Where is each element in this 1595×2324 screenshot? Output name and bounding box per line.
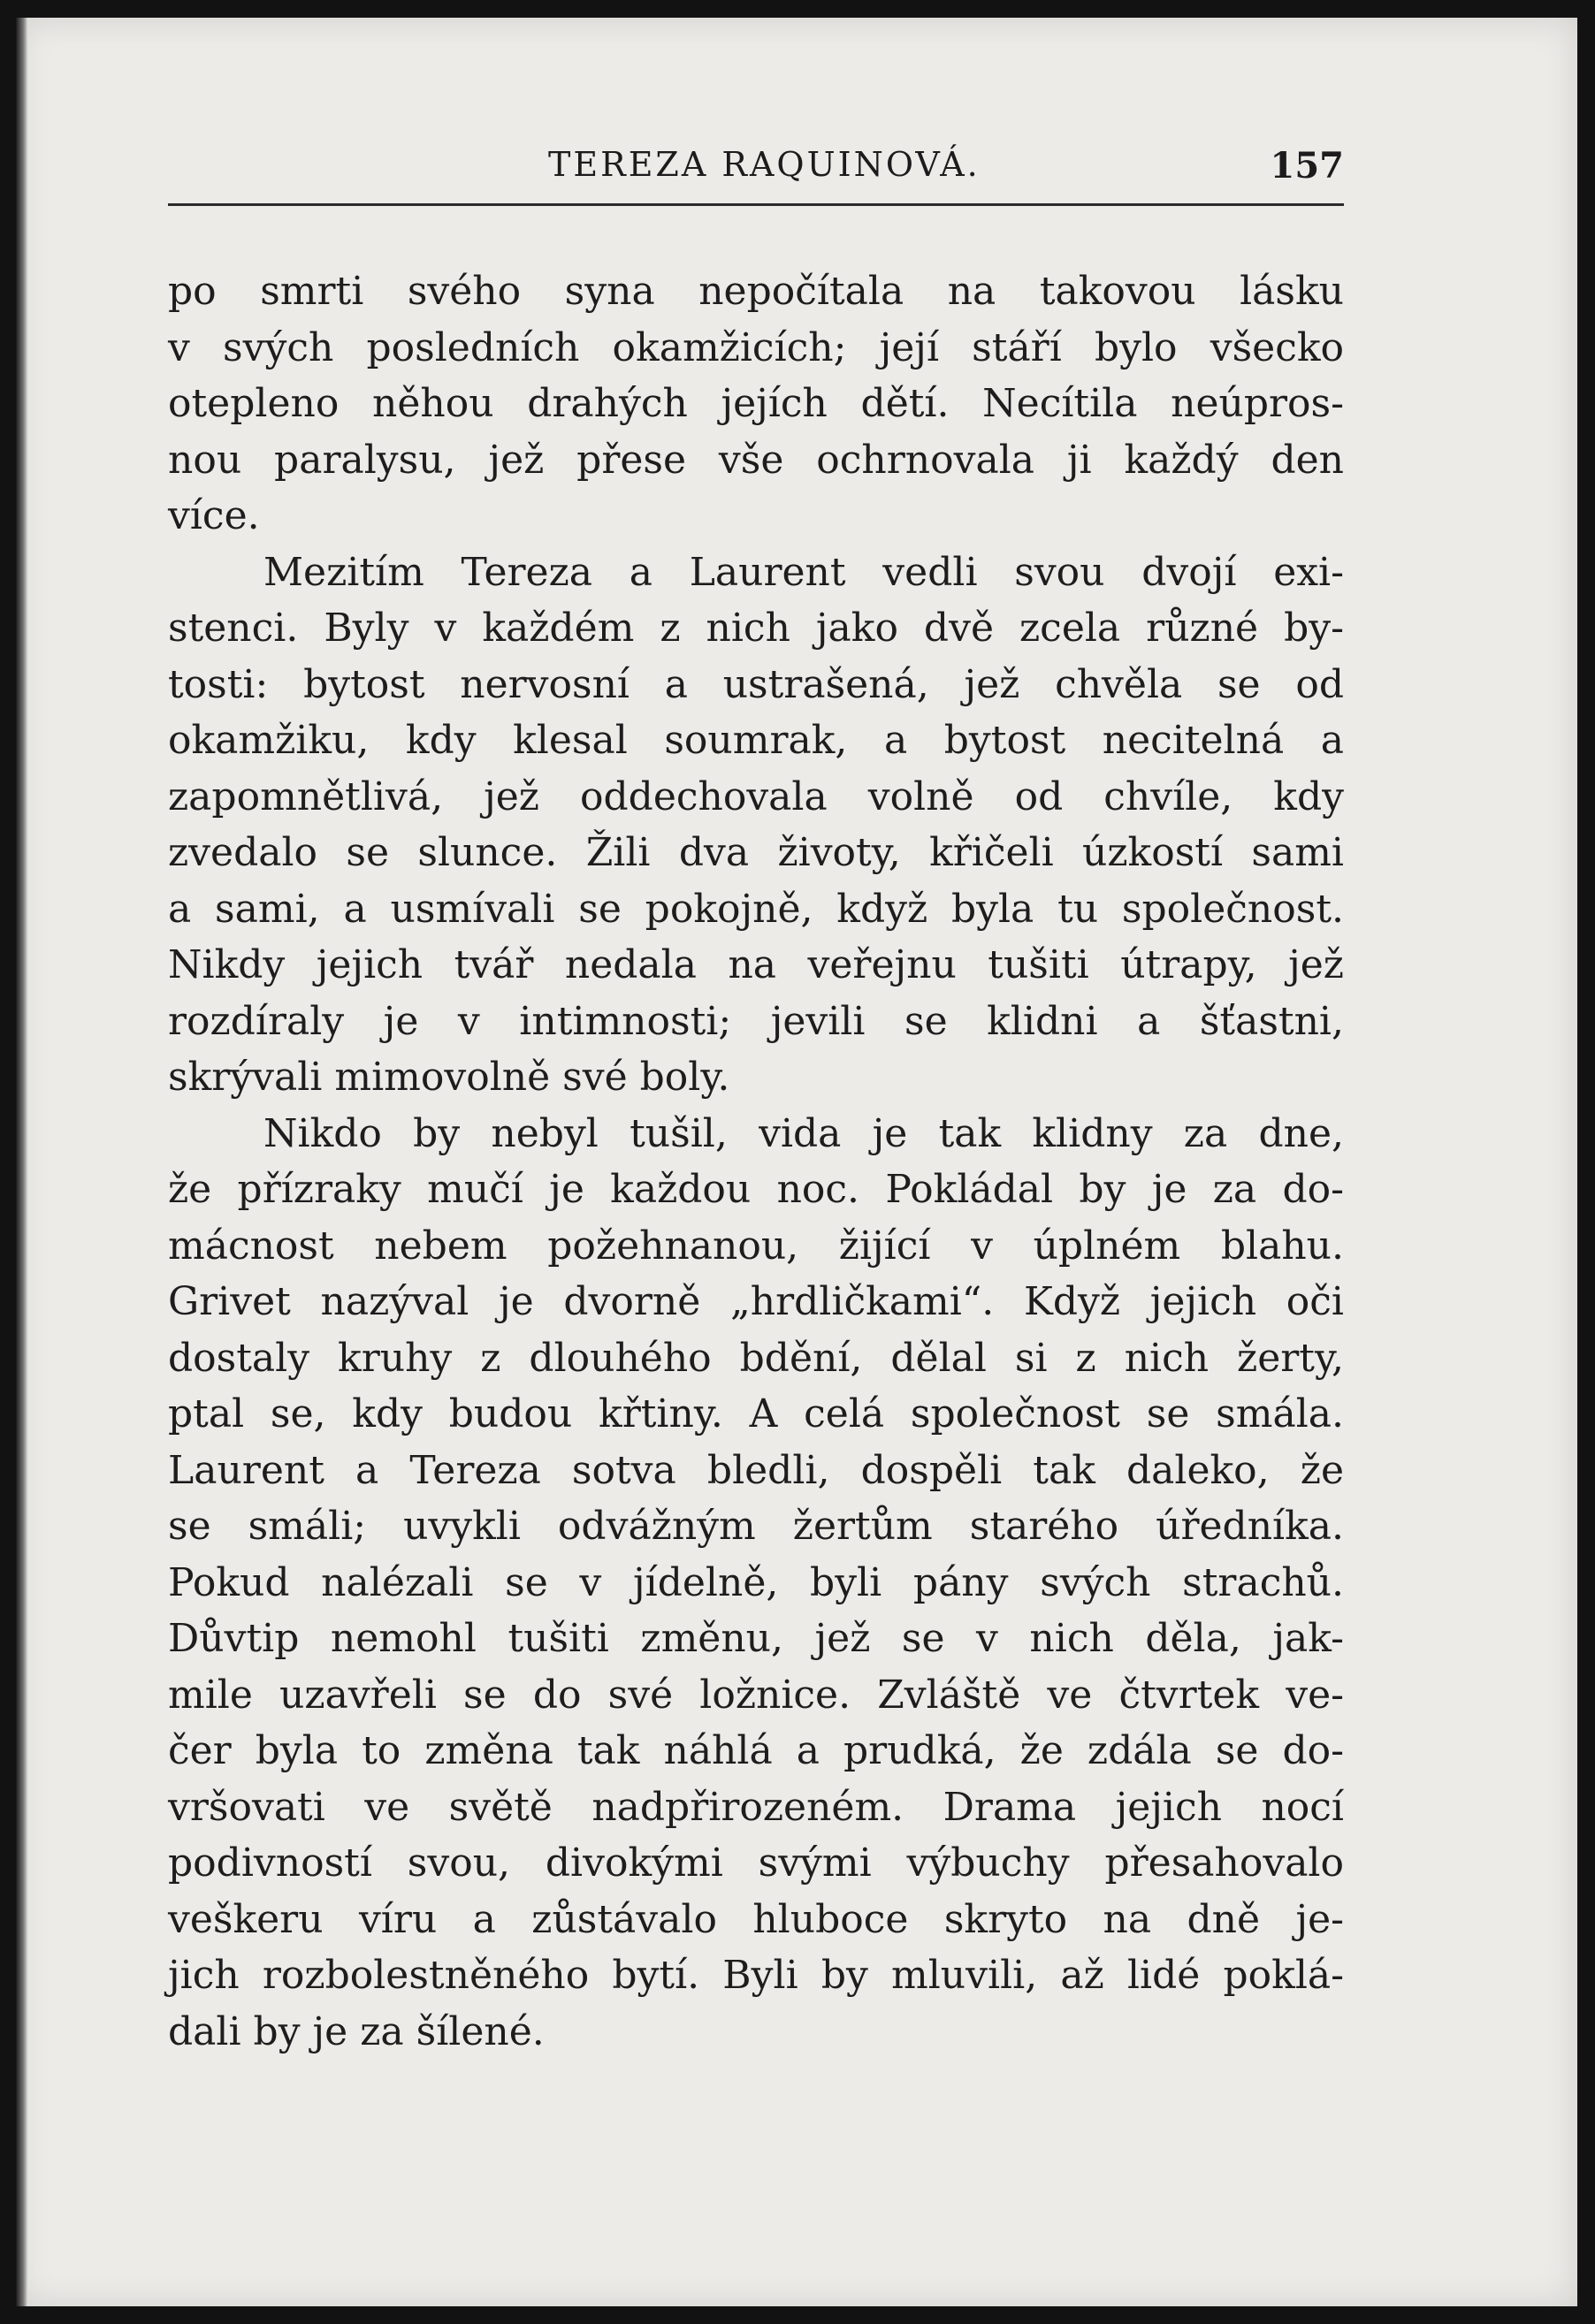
text-line: tosti: bytost nervosní a ustrašená, jež chvěla se od	[168, 661, 1344, 707]
text-line: Mezitím Tereza a Laurent vedli svou dvojí exi-	[263, 549, 1344, 595]
text-line: okamžiku, kdy klesal soumrak, a bytost necitelná a	[168, 718, 1344, 763]
page-number: 157	[1270, 145, 1344, 187]
text-line: zvedalo se slunce. Žili dva životy, křičeli úzkostí sami	[168, 830, 1344, 875]
text-line: čer byla to změna tak náhlá a prudká, že zdála se do-	[168, 1728, 1344, 1773]
book-page	[16, 18, 1577, 2306]
body-text	[168, 263, 1344, 2060]
text-line: stenci. Byly v každém z nich jako dvě zcela různé by-	[168, 606, 1344, 651]
page-header	[168, 133, 1344, 206]
text-line: mile uzavřeli se do své ložnice. Zvláště ve čtvrtek ve-	[168, 1672, 1344, 1718]
text-line: Grivet nazýval je dvorně „hrdličkami“. Když jejich oči	[168, 1279, 1344, 1324]
text-line: vršovati ve světě nadpřirozeném. Drama jejich nocí	[168, 1784, 1344, 1830]
text-line: v svých posledních okamžicích; její stáří bylo všecko	[168, 324, 1344, 370]
text-line: více.	[168, 493, 260, 538]
text-line: Nikdy jejich tvář nedala na veřejnu tušiti útrapy, jež	[168, 942, 1344, 987]
text-line: zapomnětlivá, jež oddechovala volně od chvíle, kdy	[168, 773, 1344, 819]
text-line: Nikdo by nebyl tušil, vida je tak klidny za dne,	[263, 1110, 1344, 1156]
text-line: dali by je za šílené.	[168, 2008, 545, 2054]
text-line: podivností svou, divokými svými výbuchy přesahovalo	[168, 1840, 1344, 1886]
text-line: po smrti svého syna nepočítala na takovou lásku	[168, 269, 1344, 314]
text-line: Laurent a Tereza sotva bledli, dospěli tak daleko, že	[168, 1447, 1344, 1493]
text-line: se smáli; uvykli odvážným žertům starého úředníka.	[168, 1504, 1344, 1549]
text-line: dostaly kruhy z dlouhého bdění, dělal si z nich žerty,	[168, 1335, 1344, 1381]
text-line: veškeru víru a zůstávalo hluboce skryto na dně je-	[168, 1896, 1344, 1942]
text-line: rozdíraly je v intimnosti; jevili se klidni a šťastni,	[168, 998, 1344, 1044]
text-line: jich rozbolestněného bytí. Byli by mluvili, až lidé poklá-	[168, 1953, 1344, 1998]
text-line: otepleno něhou drahých jejích dětí. Necítila neúpros-	[168, 381, 1344, 426]
text-line: že přízraky mučí je každou noc. Pokládal by je za do-	[168, 1167, 1344, 1212]
text-line: skrývali mimovolně své boly.	[168, 1055, 730, 1100]
text-line: a sami, a usmívali se pokojně, když byla tu společnost.	[168, 886, 1344, 932]
page-spine-shadow	[16, 18, 28, 2306]
text-line: nou paralysu, jež přese vše ochrnovala ji každý den	[168, 437, 1344, 483]
text-line: ptal se, kdy budou křtiny. A celá společnost se smála.	[168, 1391, 1344, 1436]
text-line: mácnost nebem požehnanou, žijící v úplném blahu.	[168, 1223, 1344, 1269]
text-line: Pokud nalézali se v jídelně, byli pány svých strachů.	[168, 1559, 1344, 1605]
text-line: Důvtip nemohl tušiti změnu, jež se v nich děla, jak-	[168, 1616, 1344, 1661]
running-title: TEREZA RAQUINOVÁ.	[548, 145, 981, 184]
